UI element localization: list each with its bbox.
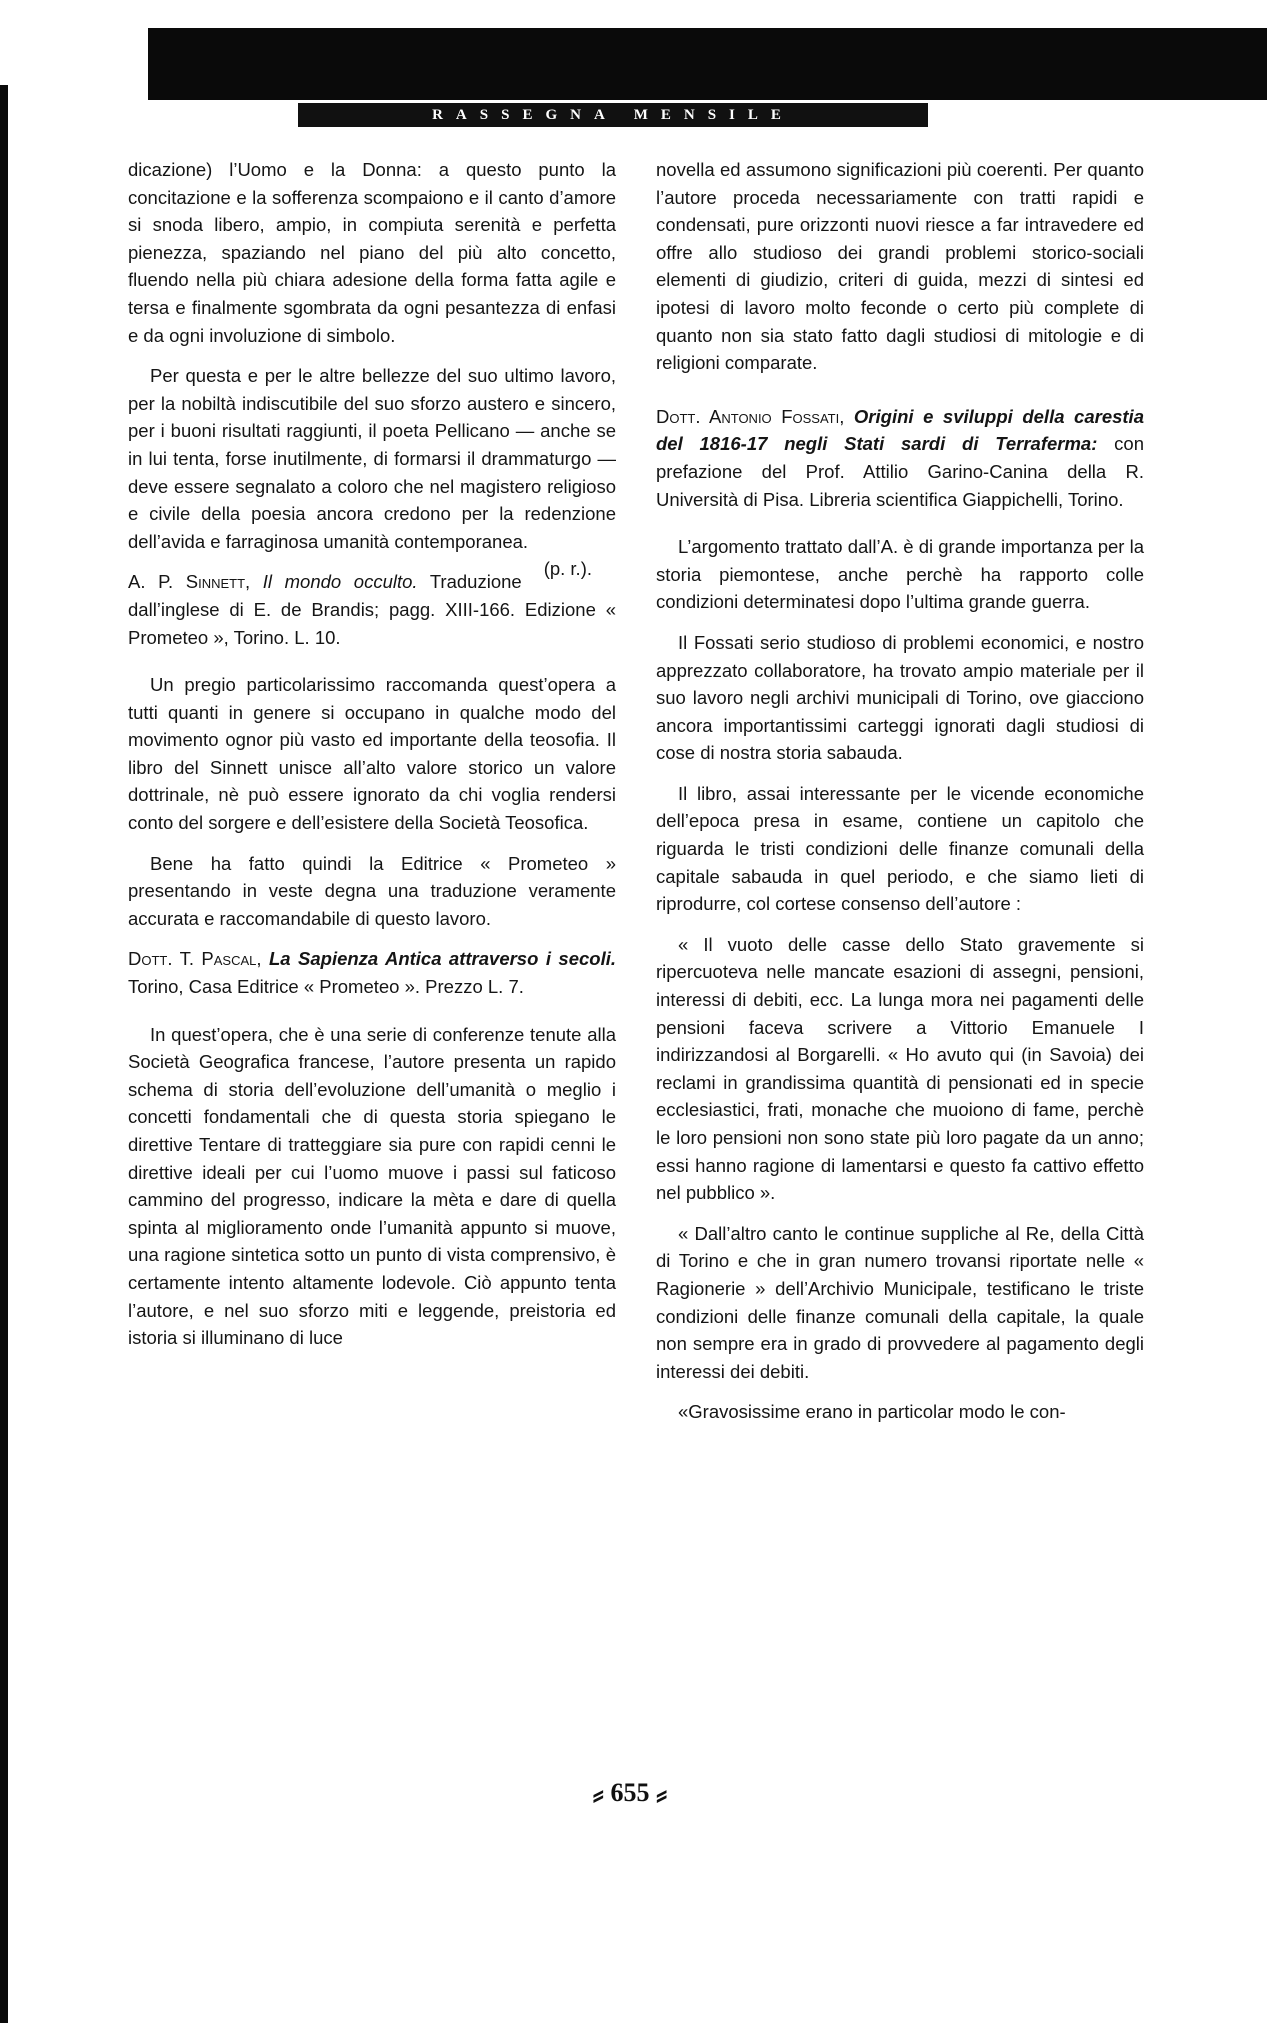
entry-details: Traduzione dall’inglese di E. de Brandis; pagg. XIII-166. Edizione « Prometeo », Torino. L. 10. <box>128 571 616 648</box>
entry-title: La Sapienza Antica attraverso i secoli. <box>268 948 616 970</box>
bibliographic-entry <box>656 403 1144 513</box>
left-column <box>128 156 616 1365</box>
bibliographic-entry <box>128 945 616 1000</box>
paragraph: Il Fossati serio studioso di problemi economici, e nostro apprezzato collaboratore, ha trovato ampio materiale per il suo lavoro negli archivi municipali di Torino, ove giacciono ancora importantissimi carteggi ignorati dagli studiosi di cose di nostra storia sabauda. <box>656 631 1144 764</box>
page-number-value: 655 <box>610 1778 650 1807</box>
paragraph: Un pregio particolarissimo raccomanda quest’opera a tutti quanti in genere si occupano in qualche modo del movimento ognor più vasto ed importante della teosofia. Il libro del Sinnett unisce all’alto valore storico un valore dottrinale, nè può essere ignorato da chi voglia rendersi conto del sorgere e dell’esistere della Società Teosofica. <box>128 674 616 834</box>
entry-details: con prefazione del Prof. Attilio Garino-Canina della R. Università di Pisa. Libreria scientifica Giappichelli, Torino. <box>656 433 1144 510</box>
right-column <box>656 156 1144 1439</box>
paragraph: novella ed assumono significazioni più coerenti. Per quanto l’autore proceda necessariamente con tratti rapidi e condensati, pure orizzonti nuovi riesce a far intravedere ed offre allo studioso dei grandi problemi storico-sociali elementi di giudizio, criteri di guida, mezzi di sintesi ed ipotesi di lavoro molto feconde o certo più complete di quanto non sia stato fatto dagli studiosi di mitologie e di religioni comparate. <box>656 159 1144 374</box>
page-number <box>520 1773 740 1813</box>
entry-title: Il mondo occulto. <box>262 571 418 593</box>
scan-left-border <box>0 85 8 2023</box>
entry-details: Torino, Casa Editrice « Prometeo ». Prezzo L. 7. <box>128 976 524 998</box>
ornament-left: ⸗ <box>592 1776 604 1814</box>
paragraph: L’argomento trattato dall’A. è di grande importanza per la storia piemontese, anche perchè ha rapporto colle condizioni determinatesi dopo l’ultima grande guerra. <box>656 536 1144 613</box>
paragraph: dicazione) l’Uomo e la Donna: a questo punto la concitazione e la sofferenza scompaiono e il canto d’amore si snoda libero, ampio, in compiuta serenità e perfetta pienezza, spaziando nel piano del più alto concetto, fluendo nella più chiara adesione della forma fatta agile e tersa e finalmente sgombrata da ogni pesantezza di enfasi e da ogni involuzione di simbolo. <box>128 159 616 346</box>
entry-author: Dott. T. Pascal, <box>128 948 262 970</box>
reviewer-signature: (p. r.). <box>543 558 592 580</box>
paragraph: « Il vuoto delle casse dello Stato gravemente si ripercuoteva nelle mancate esazioni di assegni, pensioni, interessi di debiti, ecc. La lunga mora nei pagamenti delle pensioni faceva scrivere a Vittorio Emanuele I indirizzandosi al Borgarelli. « Ho avuto qui (in Savoia) dei reclami in grandissima quantità di pensionati ed in specie ecclesiastici, frati, monache che muoiono di fame, perchè le loro pensioni non sono state più loro pagate da un anno; essi hanno ragione di lamentarsi e questo fa cattivo effetto nel pubblico ». <box>656 933 1144 1204</box>
ornament-right: ⸗ <box>656 1776 668 1814</box>
paragraph: « Dall’altro canto le continue suppliche al Re, della Città di Torino e che in gran numero trovansi riportate nelle « Ragionerie » dell’Archivio Municipale, testificano le triste condizioni delle finanze comunali della capitale, la quale non sempre era in grado di provvedere al pagamento degli interessi dei debiti. <box>656 1222 1144 1382</box>
entry-author: Dott. Antonio Fossati, <box>656 405 845 427</box>
paragraph <box>128 362 616 580</box>
paragraph: Bene ha fatto quindi la Editrice « Prometeo » presentando in veste degna una traduzione veramente accurata e raccomandabile di questo lavoro. <box>128 852 616 929</box>
running-head: RASSEGNA MENSILE <box>298 103 928 127</box>
entry-author: A. P. Sinnett, <box>128 571 251 593</box>
paragraph: In quest’opera, che è una serie di conferenze tenute alla Società Geografica francese, l’autore presenta un rapido schema di storia dell’evoluzione dell’umanità o meglio i concetti fondamentali che di questa storia spiegano le direttive Tentare di tratteggiare sia pure con rapidi cenni le direttive ideali per cui l’uomo muove i passi sul faticoso cammino del progresso, indicare la mèta e dare di quella spinta al miglioramento onde l’umanità appunto si muove, una ragione sintetica sotto un punto di vista comprensivo, è certamente intento altamente lodevole. Ciò appunto tenta l’autore, e nel suo sforzo miti e leggende, preistoria ed istoria si illuminano di luce <box>128 1023 616 1349</box>
entry-title: Origini e sviluppi della carestia del 1816-17 negli Stati sardi di Terraferma: <box>656 405 1144 455</box>
scan-top-border <box>148 28 1267 100</box>
paragraph: Il libro, assai interessante per le vicende economiche dell’epoca presa in esame, contiene un capitolo che riguarda le tristi condizioni delle finanze comunali della capitale sabauda in quel periodo, e che siamo lieti di riprodurre, col cortese consenso dell’autore : <box>656 782 1144 915</box>
paragraph-text: Per questa e per le altre bellezze del suo ultimo lavoro, per la nobiltà indiscutibile del suo sforzo austero e sincero, per i buoni risultati raggiunti, il poeta Pellicano — anche se in lui tenta, forse inutilmente, di formarsi il drammaturgo — deve essere segnalato a coloro che nel magistero religioso e civile della poesia ancora credono per la redenzione dell’avida e farraginosa umanità contemporanea. <box>128 365 616 552</box>
paragraph: «Gravosissime erano in particolar modo le con- <box>678 1401 1066 1423</box>
